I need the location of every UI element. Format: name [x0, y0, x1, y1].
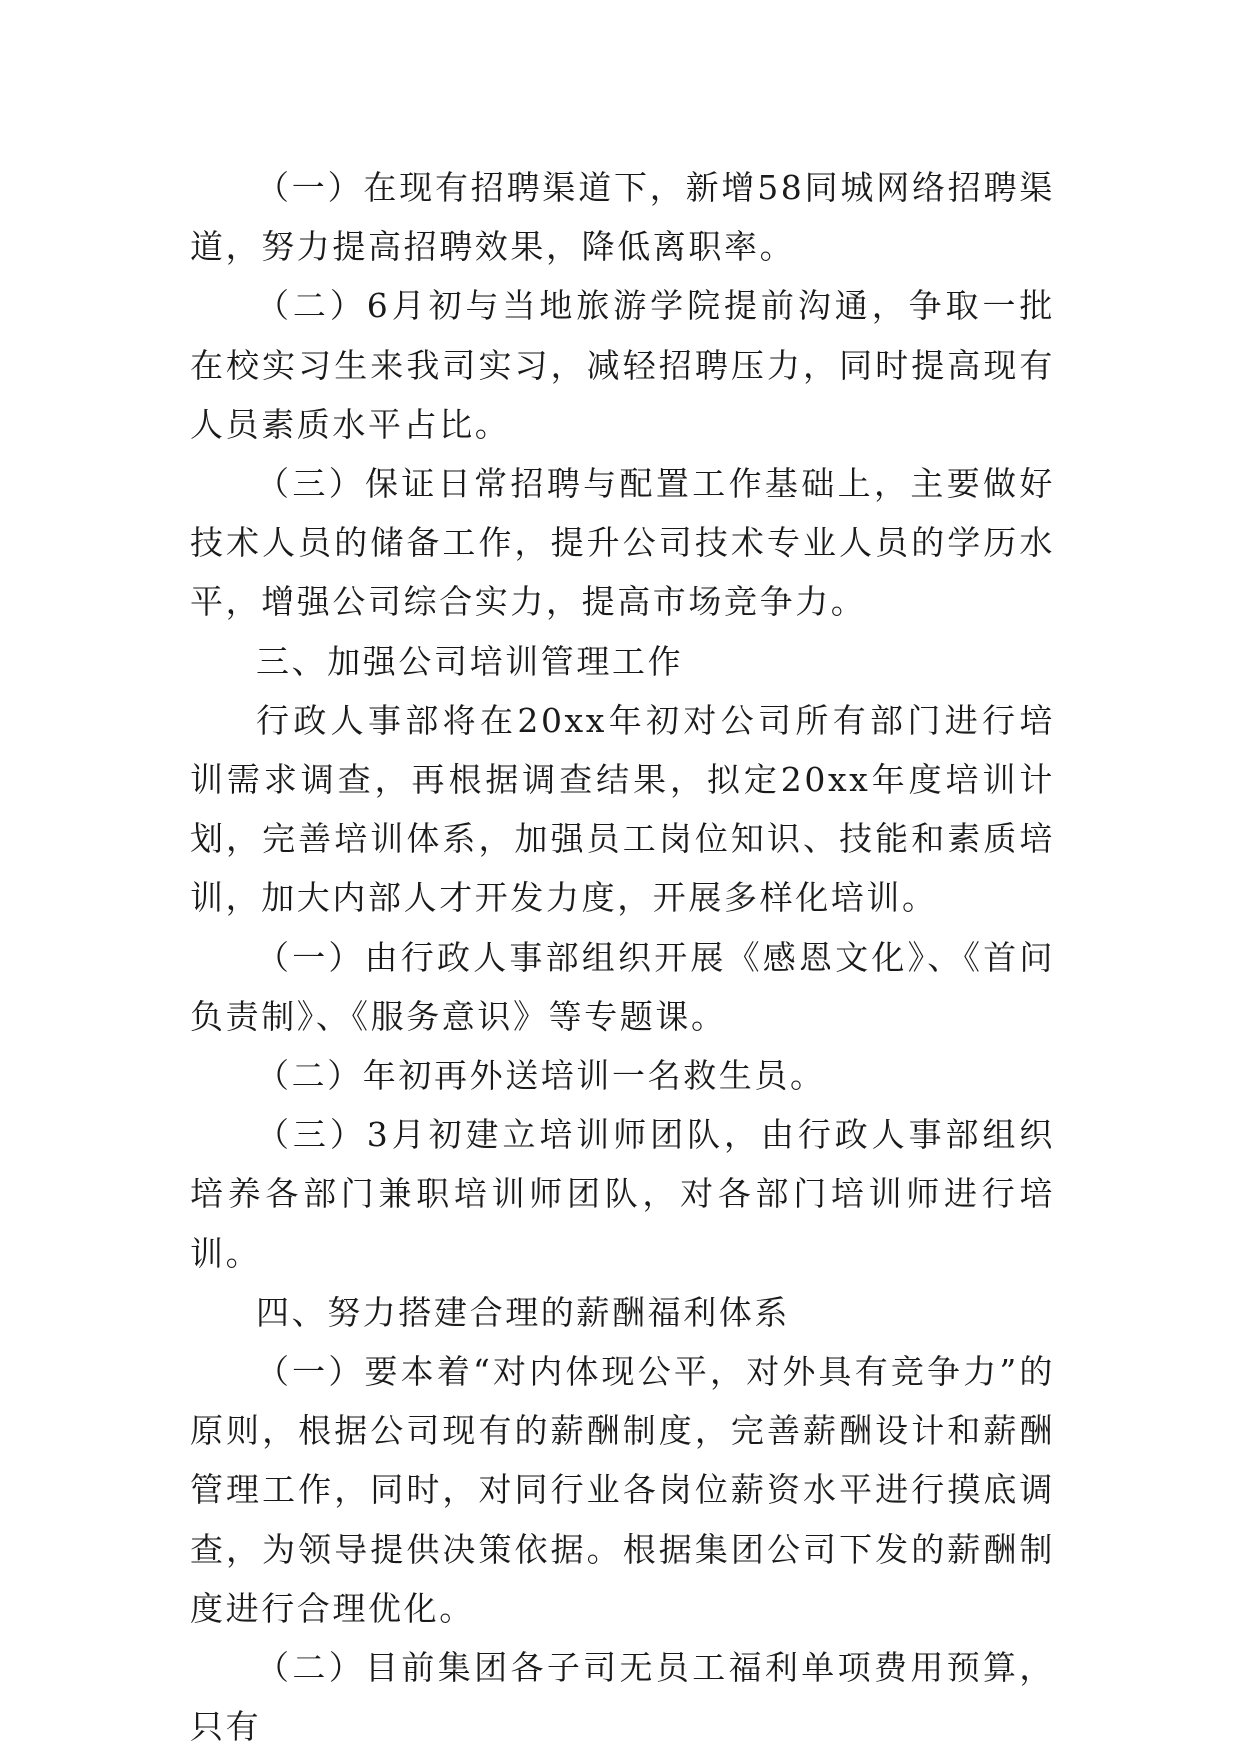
paragraph-training-plan: 行政人事部将在20xx年初对公司所有部门进行培训需求调查，再根据调查结果，拟定20xx年度培训计划，完善培训体系，加强员工岗位知识、技能和素质培训，加大内部人才开发力度，开展多样化培训。 [190, 700, 1055, 918]
section-heading-training: 三、加强公司培训管理工作 [256, 641, 684, 681]
paragraph-training-courses: （一）由行政人事部组织开展《感恩文化》、《首问负责制》、《服务意识》等专题课。 [190, 937, 1055, 1036]
paragraph-recruit-channel: （一）在现有招聘渠道下，新增58同城网络招聘渠道，努力提高招聘效果，降低离职率。 [190, 168, 1055, 267]
paragraph-lifeguard-training: （二）年初再外送培训一名救生员。 [256, 1056, 826, 1096]
paragraph-tech-reserve: （三）保证日常招聘与配置工作基础上，主要做好技术人员的储备工作，提升公司技术专业人员的学历水平，增强公司综合实力，提高市场竞争力。 [190, 464, 1055, 622]
section-heading-compensation: 四、努力搭建合理的薪酬福利体系 [256, 1292, 790, 1332]
paragraph-intern-program: （二）6月初与当地旅游学院提前沟通，争取一批在校实习生来我司实习，减轻招聘压力，同时提高现有人员素质水平占比。 [190, 286, 1055, 444]
paragraph-welfare-budget: （二）目前集团各子司无员工福利单项费用预算，只有 [190, 1648, 1055, 1747]
paragraph-salary-system: （一）要本着“对内体现公平，对外具有竞争力”的原则，根据公司现有的薪酬制度，完善薪酬设计和薪酬管理工作，同时，对同行业各岗位薪资水平进行摸底调查，为领导提供决策依据。根据集团公司下发的薪酬制度进行合理优化。 [190, 1352, 1055, 1628]
document-body [190, 158, 1055, 1756]
paragraph-trainer-team: （三）3月初建立培训师团队，由行政人事部组织培养各部门兼职培训师团队，对各部门培训师进行培训。 [190, 1115, 1055, 1273]
